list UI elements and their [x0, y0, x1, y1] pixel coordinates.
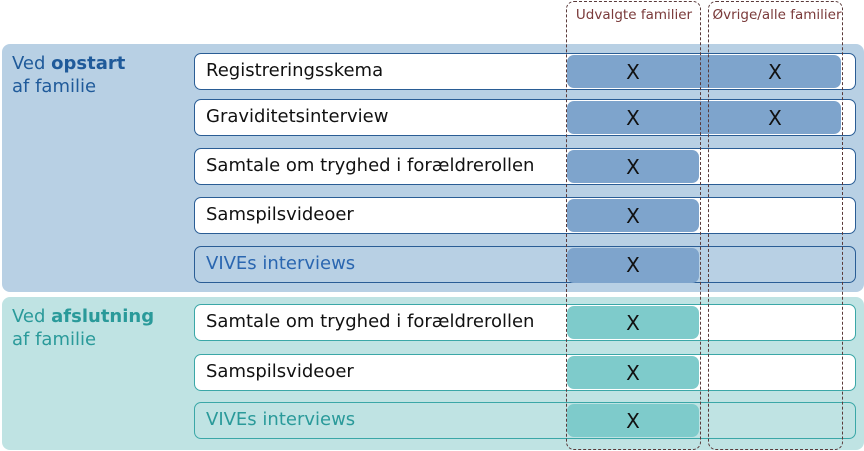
- mark-all: X: [768, 106, 782, 130]
- mark-selected: X: [626, 60, 640, 84]
- mark-selected: X: [567, 150, 699, 183]
- row-samspilsvideoer-afslutning: Samspilsvideoer: [194, 354, 856, 391]
- mark-selected: X: [567, 248, 699, 283]
- row-samtale-opstart: Samtale om tryghed i forældrerollen: [194, 148, 856, 185]
- mark-selected: X: [567, 404, 699, 437]
- row-samspilsvideoer-opstart: Samspilsvideoer: [194, 197, 856, 234]
- mark-selected: X: [626, 106, 640, 130]
- row-vives-afslutning: VIVEs interviews: [194, 402, 856, 439]
- column-header-all: Øvrige/alle familier: [712, 7, 842, 23]
- row-graviditetsinterview: Graviditetsinterview: [194, 99, 856, 136]
- mark-selected: X: [567, 199, 699, 232]
- row-samtale-afslutning: Samtale om tryghed i forældrerollen: [194, 304, 856, 341]
- mark-all: X: [768, 60, 782, 84]
- column-selected-outline: [566, 1, 701, 450]
- section-start-title: Ved opstart af familie: [12, 53, 126, 97]
- column-all-outline: [708, 1, 843, 450]
- row-registreringsskema: Registreringsskema: [194, 53, 856, 90]
- mark-selected: X: [567, 356, 699, 389]
- mark-selected: X: [567, 306, 699, 339]
- section-end-title: Ved afslutning af familie: [12, 306, 155, 350]
- column-header-selected: Udvalgte familier: [575, 7, 693, 23]
- row-vives-opstart: VIVEs interviews: [194, 246, 856, 283]
